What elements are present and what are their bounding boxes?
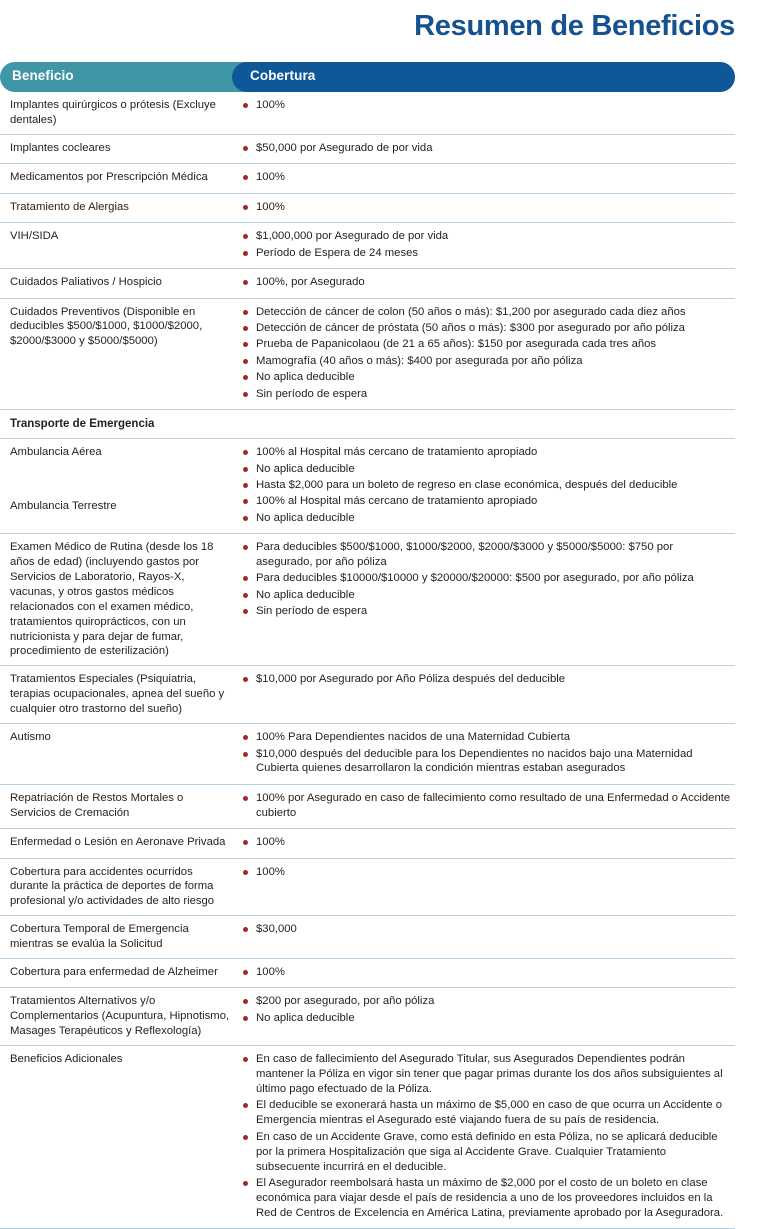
coverage-bullet-item: Detección de cáncer de colon (50 años o más): $1,200 por asegurado cada diez años: [240, 305, 731, 320]
coverage-bullet-item: $10,000 después del deducible para los Dependientes no nacidos bajo una Maternidad Cubierta quienes desarrollaron la condición mientras estaban asegurados: [240, 747, 731, 777]
coverage-bullet-item: 100%: [240, 965, 731, 980]
coverage-bullet-item: $200 por asegurado, por año póliza: [240, 994, 731, 1009]
table-row: [0, 859, 735, 917]
coverage-bullet-list: [240, 994, 731, 1025]
coverage-bullet-item: No aplica deducible: [240, 511, 731, 526]
benefit-cell: Tratamientos Especiales (Psiquiatria, terapias ocupacionales, apnea del sueño y cualquier otro trastorno del sueño): [10, 673, 225, 716]
coverage-cell: [240, 275, 735, 291]
table-row: [0, 269, 735, 298]
coverage-bullet-list: [240, 445, 731, 526]
benefit-cell: [0, 445, 240, 514]
table-row: [0, 194, 735, 223]
benefit-cell: Cobertura Temporal de Emergencia mientras se evalúa la Solicitud: [10, 923, 189, 951]
coverage-bullet-item: No aplica deducible: [240, 1011, 731, 1026]
coverage-cell: [240, 835, 735, 851]
table-row: [0, 223, 735, 269]
table-row: [0, 666, 735, 724]
coverage-cell: [240, 170, 735, 186]
coverage-bullet-item: 100% Para Dependientes nacidos de una Maternidad Cubierta: [240, 730, 731, 745]
coverage-bullet-item: 100% al Hospital más cercano de tratamiento apropiado: [240, 445, 731, 460]
coverage-bullet-item: 100%, por Asegurado: [240, 275, 731, 290]
benefit-cell: Tratamiento de Alergias: [10, 200, 129, 213]
page-title: Resumen de Beneficios: [414, 10, 735, 42]
coverage-bullet-item: 100%: [240, 170, 731, 185]
coverage-bullet-item: $10,000 por Asegurado por Año Póliza después del deducible: [240, 672, 731, 687]
table-row: [0, 785, 735, 829]
coverage-cell: [240, 965, 735, 981]
coverage-cell: [240, 445, 735, 527]
benefit-label-primary: Ambulancia Aérea: [10, 446, 102, 459]
coverage-bullet-item: Prueba de Papanicolaou (de 21 a 65 años): $150 por asegurada cada tres años: [240, 337, 731, 352]
coverage-bullet-item: 100% al Hospital más cercano de tratamiento apropiado: [240, 494, 731, 509]
coverage-bullet-item: Período de Espera de 24 meses: [240, 246, 731, 261]
table-row: [0, 916, 735, 959]
coverage-cell: [240, 98, 735, 114]
coverage-bullet-item: $30,000: [240, 922, 731, 937]
table-row: [0, 92, 735, 135]
coverage-bullet-item: 100%: [240, 98, 731, 113]
table-row: [0, 164, 735, 193]
coverage-bullet-list: [240, 791, 731, 821]
coverage-bullet-item: Para deducibles $10000/$10000 y $20000/$20000: $500 por asegurado, por año póliza: [240, 571, 731, 586]
coverage-bullet-list: [240, 141, 731, 156]
coverage-bullet-list: [240, 1052, 731, 1220]
coverage-cell: [240, 922, 735, 938]
coverage-bullet-item: En caso de fallecimiento del Asegurado Titular, sus Asegurados Dependientes podrán mantener la Póliza en vigor sin tener que pagar primas durante los dos años subsiguientes al último pago efectuado de la Póliza.: [240, 1052, 731, 1097]
benefit-cell: Enfermedad o Lesión en Aeronave Privada: [10, 836, 226, 849]
coverage-bullet-list: [240, 965, 731, 980]
coverage-cell: [240, 672, 735, 688]
coverage-bullet-list: [240, 98, 731, 113]
coverage-bullet-item: Para deducibles $500/$1000, $1000/$2000, $2000/$3000 y $5000/$5000: $750 por asegurado, por año póliza: [240, 540, 731, 570]
coverage-cell: [240, 540, 735, 621]
table-row: [0, 439, 735, 534]
coverage-bullet-item: El deducible se exonerará hasta un máximo de $5,000 en caso de que ocurra un Accidente o Emergencia mientras el Asegurado esté viajando fuera de su país de residencia.: [240, 1098, 731, 1128]
table-row: [0, 135, 735, 164]
table-row: [0, 829, 735, 858]
coverage-bullet-item: $50,000 por Asegurado de por vida: [240, 141, 731, 156]
benefit-cell: Medicamentos por Prescripción Médica: [10, 171, 208, 184]
benefit-cell: Cobertura para accidentes ocurridos durante la práctica de deportes de forma profesional y/o actividades de alto riesgo: [10, 865, 215, 908]
table-row: [0, 299, 735, 410]
coverage-cell: [240, 229, 735, 262]
coverage-bullet-item: En caso de un Accidente Grave, como está definido en esta Póliza, no se aplicará deducible por la primera Hospitalización que siga al Accidente Grave. Cualquier Tratamiento subsecuente incurrirá en el deducible.: [240, 1130, 731, 1175]
coverage-bullet-list: [240, 170, 731, 185]
coverage-column-header-label: Cobertura: [250, 68, 316, 84]
coverage-bullet-list: [240, 730, 731, 776]
coverage-bullet-item: No aplica deducible: [240, 370, 731, 385]
benefit-cell: Implantes cocleares: [10, 142, 111, 155]
coverage-bullet-item: 100%: [240, 835, 731, 850]
coverage-bullet-item: Detección de cáncer de próstata (50 años o más): $300 por asegurado por año póliza: [240, 321, 731, 336]
coverage-bullet-item: 100% por Asegurado en caso de fallecimiento como resultado de una Enfermedad o Accidente cubierto: [240, 791, 731, 821]
benefit-cell: Transporte de Emergencia: [10, 417, 155, 430]
benefit-cell: VIH/SIDA: [10, 230, 59, 243]
benefit-column-header-label: Beneficio: [12, 68, 74, 84]
coverage-bullet-item: 100%: [240, 865, 731, 880]
coverage-bullet-item: Hasta $2,000 para un boleto de regreso en clase económica, después del deducible: [240, 478, 731, 493]
coverage-bullet-list: [240, 540, 731, 619]
benefit-cell: Beneficios Adicionales: [10, 1053, 123, 1066]
coverage-bullet-item: Sin período de espera: [240, 604, 731, 619]
table-row: [0, 534, 735, 666]
table-header-bar: [0, 62, 735, 92]
coverage-cell: [240, 141, 735, 157]
coverage-bullet-item: No aplica deducible: [240, 462, 731, 477]
coverage-cell: [240, 305, 735, 403]
coverage-cell: [240, 791, 735, 822]
table-section-header-row: [0, 410, 735, 439]
coverage-bullet-list: [240, 835, 731, 850]
coverage-bullet-item: No aplica deducible: [240, 588, 731, 603]
coverage-bullet-list: [240, 305, 731, 402]
coverage-bullet-list: [240, 922, 731, 937]
table-row: [0, 1046, 735, 1229]
benefit-cell: Repatriación de Restos Mortales o Servicios de Cremación: [10, 791, 184, 819]
coverage-bullet-list: [240, 672, 731, 687]
benefit-cell: Cuidados Preventivos (Disponible en deducibles $500/$1000, $1000/$2000, $2000/$3000 y $5000/$5000): [10, 305, 203, 348]
benefits-table: [0, 92, 735, 1229]
benefit-cell: Autismo: [10, 731, 51, 744]
benefit-cell: Cobertura para enfermedad de Alzheimer: [10, 966, 218, 979]
benefit-label-secondary: Ambulancia Terrestre: [10, 500, 117, 513]
coverage-cell: [240, 200, 735, 216]
coverage-bullet-item: Sin período de espera: [240, 387, 731, 402]
coverage-bullet-list: [240, 865, 731, 880]
coverage-bullet-item: $1,000,000 por Asegurado de por vida: [240, 229, 731, 244]
coverage-cell: [240, 865, 735, 881]
coverage-bullet-item: El Asegurador reembolsará hasta un máximo de $2,000 por el costo de un boleto en clase económica para viajar desde el país de residencia a uno de los proveedores incluidos en la Red de Centros de Excelencia en América Latina, previamente aprobado por la Aseguradora.: [240, 1176, 731, 1221]
table-row: [0, 724, 735, 785]
table-row: [0, 959, 735, 988]
coverage-bullet-item: 100%: [240, 200, 731, 215]
coverage-bullet-list: [240, 275, 731, 290]
coverage-bullet-item: Mamografía (40 años o más): $400 por asegurada por año póliza: [240, 354, 731, 369]
benefit-cell: Tratamientos Alternativos y/o Complementarios (Acupuntura, Hipnotismo, Masages Terapéuticos y Reflexología): [10, 995, 230, 1038]
coverage-cell: [240, 994, 735, 1027]
benefit-cell: Cuidados Paliativos / Hospicio: [10, 276, 162, 289]
coverage-bullet-list: [240, 229, 731, 260]
coverage-cell: [240, 730, 735, 778]
benefit-cell: Implantes quirúrgicos o prótesis (Excluye dentales): [10, 99, 216, 127]
benefit-cell: Examen Médico de Rutina (desde los 18 años de edad) (incluyendo gastos por Servicios de Laboratorio, Rayos-X, vacunas, y otros gastos médicos relacionados con el examen médico, tratamientos quiroprácticos, con un nutricionista y para dejar de fumar, procedimiento de esterilización): [10, 541, 214, 658]
table-row: [0, 988, 735, 1046]
coverage-bullet-list: [240, 200, 731, 215]
coverage-cell: [240, 1052, 735, 1222]
